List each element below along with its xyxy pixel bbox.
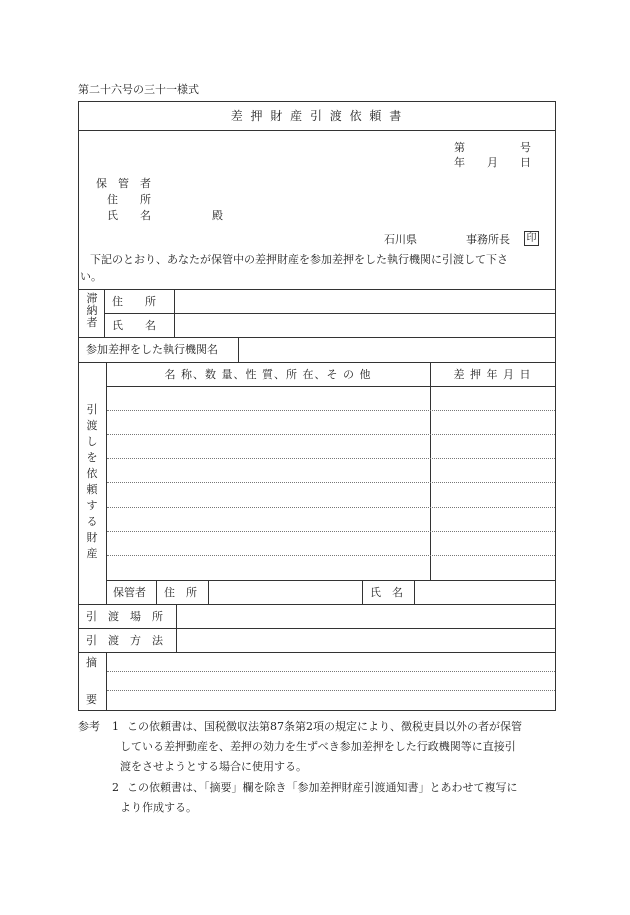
frame-right [555, 101, 556, 710]
delinquent-col-1 [104, 289, 105, 337]
property-row-line [107, 434, 555, 435]
property-vertical-label [85, 404, 99, 559]
property-row-line [107, 482, 555, 483]
custodian-col-3 [362, 580, 363, 604]
delinquent-name-label: 氏 名 [112, 319, 156, 332]
agency-divider [238, 337, 239, 362]
note-2-number: 2 [112, 781, 119, 794]
property-char: す [86, 499, 98, 512]
remarks-char-1: 摘 [86, 656, 97, 669]
property-date-header: 差 押 年 月 日 [453, 368, 532, 381]
delivery-method-label: 引 渡 方 法 [86, 634, 163, 647]
property-bottom-line [78, 604, 556, 605]
property-char: を [86, 451, 98, 464]
note-1-line-1: この依頼書は、国税徴収法第87条第2項の規定により、徴税吏員以外の者が保管 [127, 720, 522, 733]
custodian-label: 保 管 者 [96, 177, 151, 190]
frame-top [78, 101, 556, 102]
property-char: 財 [86, 531, 98, 544]
property-char: 頼 [86, 483, 98, 496]
property-row-line [107, 410, 555, 411]
property-row-line [107, 555, 555, 556]
property-name-label: 氏 名 [370, 586, 403, 599]
property-char: る [86, 515, 98, 528]
delinquent-vertical-label [85, 293, 99, 328]
property-char: 産 [86, 547, 98, 560]
delinquent-char: 滞 [86, 292, 98, 305]
form-title: 差 押 財 産 引 渡 依 頼 書 [230, 109, 404, 123]
remarks-char-2: 要 [86, 693, 97, 706]
property-left-col [106, 362, 107, 604]
delinquent-char: 者 [86, 316, 98, 329]
property-char: 引 [86, 403, 98, 416]
property-row-line [107, 531, 555, 532]
honorific: 殿 [212, 209, 223, 222]
agency-bottom-line [78, 362, 556, 363]
property-header-line [106, 386, 556, 387]
custodian-row-top [106, 580, 556, 581]
issuer-office-head: 事務所長 [466, 233, 510, 246]
body-text-line-1: 下記のとおり、あなたが保管中の差押財産を参加差押をした執行機関に引渡して下さ [90, 253, 508, 266]
delivery-place-label: 引 渡 場 所 [86, 610, 163, 623]
property-address-label: 住 所 [164, 586, 197, 599]
note-1-line-2: している差押動産を、差押の効力を生ずべき参加差押をした行政機関等に直接引 [120, 740, 516, 753]
participating-agency-label: 参加差押をした執行機関名 [86, 343, 218, 356]
custodian-col-2 [208, 580, 209, 604]
remarks-row-line [107, 671, 555, 672]
property-char: し [86, 435, 98, 448]
frame-bottom [78, 710, 556, 711]
frame-left [78, 101, 79, 710]
property-custodian-label: 保管者 [113, 586, 146, 599]
delinquent-char: 納 [86, 304, 98, 317]
delivery-method-line [78, 652, 556, 653]
delinquent-bottom-line [78, 337, 556, 338]
property-date-col [430, 362, 431, 580]
property-description-header: 名 称、数 量、性 質、所 在、そ の 他 [164, 368, 372, 381]
recipient-name-label: 氏 名 [107, 209, 151, 222]
form-label: 第二十六号の三十一様式 [78, 83, 199, 96]
document-date: 年 月 日 [454, 156, 531, 169]
custodian-col-1 [156, 580, 157, 604]
note-2-line-2: より作成する。 [120, 801, 197, 814]
notes-label: 参考 [78, 720, 100, 733]
delinquent-mid-line [104, 313, 556, 314]
title-divider [78, 130, 556, 131]
property-char: 渡 [86, 419, 98, 432]
delinquent-address-label: 住 所 [112, 295, 156, 308]
remarks-row-line [107, 690, 555, 691]
remarks-divider [106, 652, 107, 710]
body-text-line-2: い。 [80, 270, 102, 283]
recipient-address-label: 住 所 [107, 193, 151, 206]
delinquent-top-line [78, 289, 556, 290]
custodian-col-4 [414, 580, 415, 604]
seal-mark: 印 [524, 231, 539, 246]
document-number: 第 号 [454, 141, 531, 154]
issuer-prefecture: 石川県 [384, 233, 417, 246]
note-1-line-3: 渡をさせようとする場合に使用する。 [120, 760, 307, 773]
note-1-number: 1 [112, 720, 119, 733]
property-char: 依 [86, 467, 98, 480]
delinquent-col-2 [174, 289, 175, 337]
property-row-line [107, 458, 555, 459]
property-row-line [107, 507, 555, 508]
note-2-line-1: この依頼書は、「摘要」欄を除き「参加差押財産引渡通知書」とあわせて複写に [127, 781, 518, 794]
delivery-place-line [78, 628, 556, 629]
